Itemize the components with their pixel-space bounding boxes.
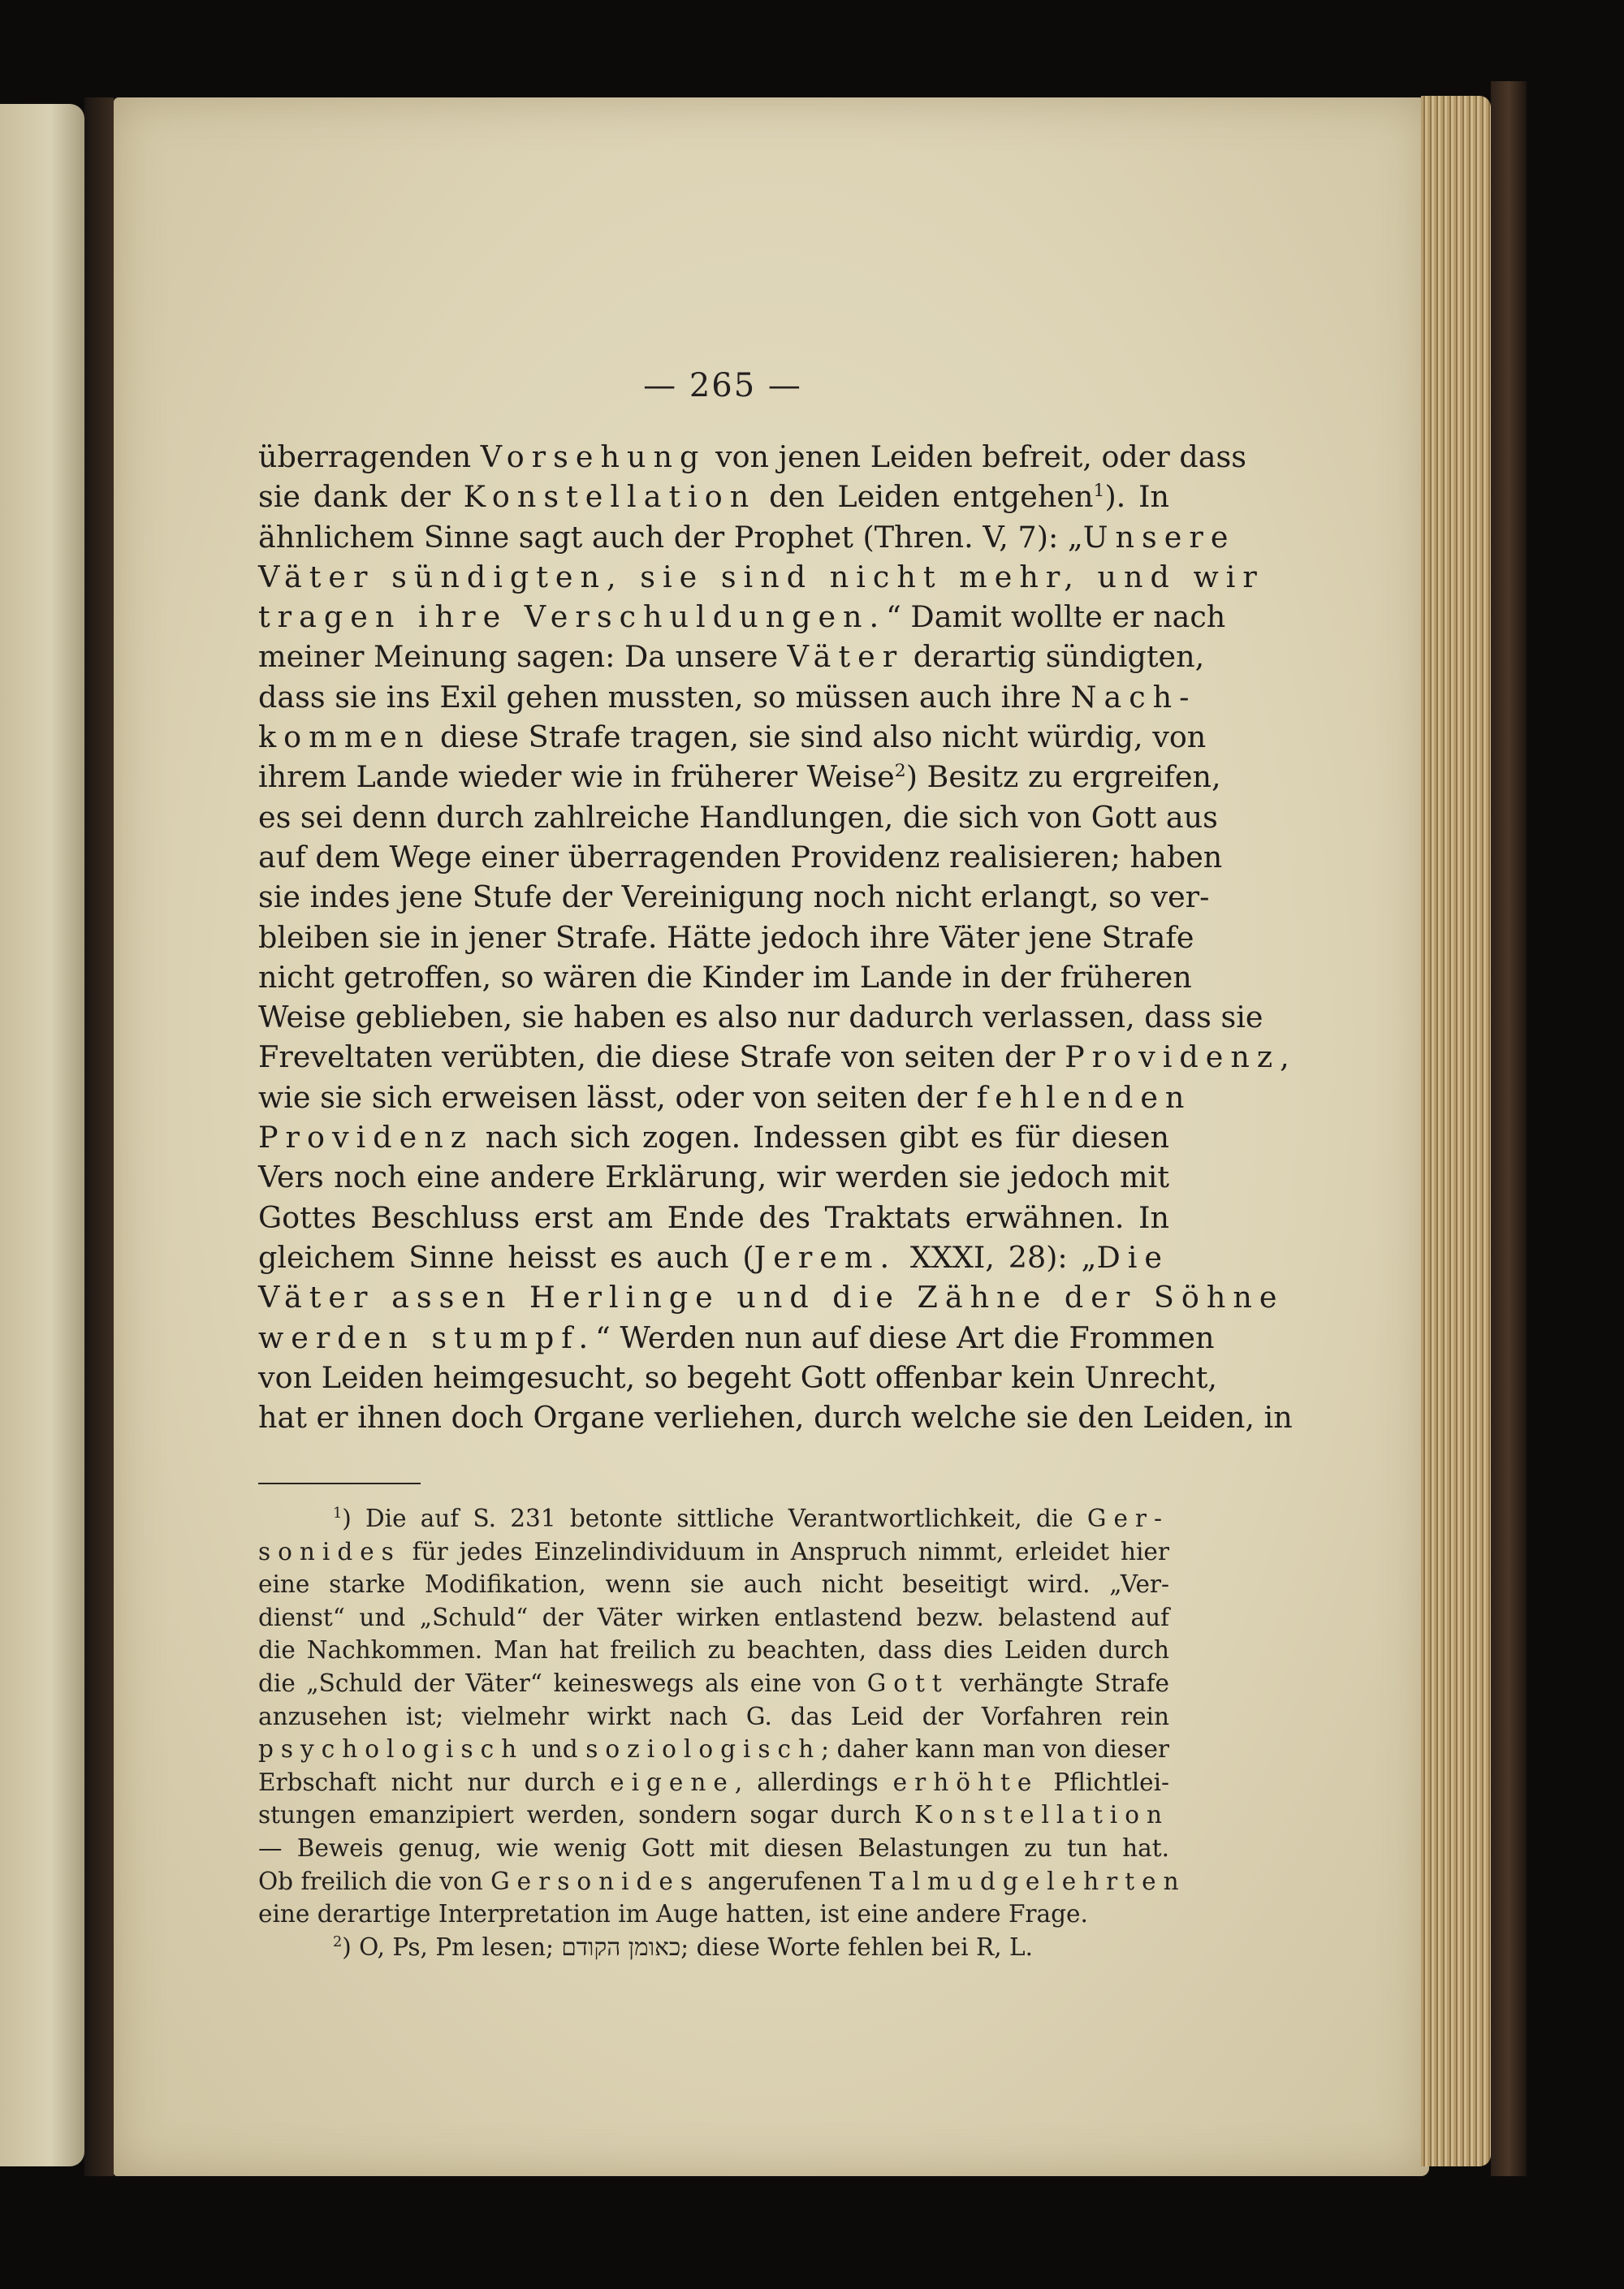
spaced-emphasis: Providenz [1065, 1039, 1281, 1075]
text-run: ). In [1104, 479, 1170, 515]
footnote-line [258, 1568, 1169, 1601]
body-line [258, 797, 1218, 837]
text-run: Vers noch eine andere Erklärung, wir werden sie jedoch mit [258, 1160, 1169, 1195]
text-run: die „Schuld der Väter“ keineswegs als eine von [258, 1669, 867, 1697]
spaced-emphasis: Väter [787, 639, 905, 675]
text-run: ; daher kann man von dieser [821, 1735, 1170, 1764]
text-run: verhängte Strafe [948, 1669, 1169, 1697]
body-line [258, 1237, 1169, 1277]
body-line [258, 1318, 1215, 1358]
spaced-emphasis: Konstellation [914, 1801, 1169, 1829]
text-run: Ob freilich die von [258, 1867, 491, 1895]
spaced-emphasis: erhöhte [892, 1768, 1039, 1796]
text-run: überragenden [258, 439, 481, 474]
body-line [258, 437, 1247, 477]
footnotes [258, 1502, 1186, 1963]
page-edges [1421, 96, 1491, 2166]
text-run: meiner Meinung sagen: Da unsere [258, 639, 788, 675]
text-run: nach sich zogen. Indessen gibt es für diesen [473, 1120, 1169, 1155]
body-line [258, 877, 1210, 917]
body-line [258, 637, 1205, 676]
footnote-line [258, 1865, 1186, 1898]
footnote-line [258, 1733, 1169, 1766]
text-run: ; diese Worte fehlen bei R, L. [680, 1933, 1033, 1961]
footnote-line [258, 1898, 1169, 1931]
text-run: wie sie sich erweisen lässt, oder von seiten der [258, 1079, 977, 1115]
footnote-line [258, 1667, 1169, 1700]
spaced-emphasis: kommen [258, 719, 431, 755]
text-run: dass sie ins Exil gehen mussten, so müssen auch ihre [258, 679, 1071, 715]
spaced-emphasis: Gott [866, 1669, 949, 1697]
footnote-line [258, 1832, 1169, 1865]
book-gutter [84, 97, 114, 2176]
text-run: , allerdings [734, 1768, 893, 1796]
text-run: Freveltaten verübten, die diese Strafe von seiten der [258, 1039, 1065, 1075]
text-run: Gottes Beschluss erst am Ende des Traktats erwähnen. In [258, 1199, 1169, 1235]
text-run: Weise geblieben, sie haben es also nur dadurch verlassen, dass sie [258, 1000, 1263, 1035]
spaced-emphasis: Unsere [1082, 519, 1236, 555]
text-run: den Leiden entgehen [756, 479, 1094, 515]
text-run: ) Besitz zu ergreifen, [905, 759, 1221, 795]
spaced-emphasis: Gersonides [490, 1867, 701, 1895]
text-run: bleiben sie in jener Strafe. Hätte jedoch ihre Väter jene Strafe [258, 919, 1194, 955]
spaced-emphasis: Nach- [1070, 679, 1197, 715]
body-line [258, 1277, 1285, 1317]
spaced-emphasis: Väter sündigten, sie sind nicht mehr, und wir [258, 559, 1264, 594]
text-run: sie dank der [258, 479, 464, 515]
book-cover-edge [1491, 81, 1527, 2176]
spaced-emphasis: Konstellation [463, 479, 757, 515]
text-run: die Nachkommen. Man hat freilich zu beachten, dass dies Leiden durch [258, 1636, 1169, 1665]
text-run: ähnlichem Sinne sagt auch der Prophet (Thren. V, 7): „ [258, 519, 1083, 555]
spaced-emphasis: Vorsehung [480, 439, 706, 474]
body-line [258, 1078, 1192, 1117]
body-line [258, 477, 1169, 516]
text-run: auf dem Wege einer überragenden Providenz realisieren; haben [258, 839, 1223, 875]
body-line [258, 1397, 1293, 1437]
body-line [258, 1358, 1218, 1397]
text-run: sie indes jene Stufe der Vereinigung noch nicht erlangt, so ver- [258, 879, 1210, 915]
spaced-emphasis: soziologisch [585, 1735, 822, 1764]
spaced-emphasis: eigene [610, 1768, 735, 1796]
text-run: es sei denn durch zahlreiche Handlungen, die sich von Gott aus [258, 799, 1218, 835]
text-run: eine derartige Interpretation im Auge hatten, ist eine andere Frage. [258, 1900, 1088, 1928]
footnote-rule [258, 1483, 421, 1484]
footnote-marker: 2 [894, 761, 906, 782]
text-run: XXXI, 28): „ [896, 1239, 1097, 1275]
text-run: gleichem Sinne heisst es auch ( [258, 1239, 754, 1275]
text-run: Erbschaft nicht nur durch [258, 1768, 611, 1796]
text-run: ) O, Ps, Pm lesen; [342, 1933, 562, 1961]
body-line [258, 837, 1223, 877]
spaced-emphasis: Ger- [1086, 1505, 1169, 1532]
page-number: — 265 — [643, 367, 802, 404]
text-run: כאומן הקודם [561, 1933, 681, 1961]
text-run: nicht getroffen, so wären die Kinder im Lande in der früheren [258, 959, 1192, 995]
spaced-emphasis: werden stumpf. [258, 1319, 596, 1355]
spaced-emphasis: tragen ihre Verschuldungen. [258, 599, 887, 635]
text-run: hat er ihnen doch Organe verliehen, durch welche sie den Leiden, in [258, 1400, 1293, 1436]
text-run: derartig sündigten, [904, 639, 1205, 675]
facing-page-edge [0, 104, 84, 2166]
body-line [258, 918, 1194, 957]
body-line [258, 1037, 1289, 1077]
footnote-line [258, 1502, 1169, 1535]
text-run: und [524, 1735, 586, 1764]
spaced-emphasis: sonides [258, 1537, 401, 1566]
body-line [258, 717, 1207, 757]
footnote-line [258, 1601, 1169, 1635]
footnote-line [258, 1535, 1169, 1569]
footnote-line [258, 1931, 1169, 1964]
spaced-emphasis: Jerem. [754, 1239, 897, 1275]
body-line [258, 677, 1197, 717]
text-run: anzusehen ist; vielmehr wirkt nach G. das Leid der Vorfahren rein [258, 1702, 1169, 1730]
body-line [258, 1198, 1169, 1237]
footnote-line [258, 1634, 1169, 1667]
spaced-emphasis: Väter assen Herlinge und die Zähne der Söhne [258, 1280, 1285, 1315]
text-run: angerufenen [700, 1867, 870, 1895]
text-run: diese Strafe tragen, sie sind also nicht würdig, von [430, 719, 1207, 755]
footnote-line [258, 1799, 1169, 1832]
text-run: “ Werden nun auf diese Art die Frommen [595, 1319, 1215, 1355]
body-line [258, 517, 1236, 557]
text-run: eine starke Modifikation, wenn sie auch nicht beseitigt wird. „Ver- [258, 1570, 1169, 1599]
text-run: “ Damit wollte er nach [886, 599, 1226, 635]
footnote-line [258, 1700, 1169, 1734]
footnote-marker: 1 [1093, 481, 1105, 502]
spaced-emphasis: psychologisch [258, 1735, 525, 1764]
text-run: Pflichtlei- [1039, 1768, 1169, 1796]
footnote-line [258, 1766, 1169, 1799]
text-run: stungen emanzipiert werden, sondern sogar durch [258, 1801, 915, 1829]
body-line [258, 557, 1264, 597]
body-line [258, 597, 1226, 637]
text-run: von Leiden heimgesucht, so begeht Gott offenbar kein Unrecht, [258, 1359, 1218, 1395]
text-run: dienst“ und „Schuld“ der Väter wirken entlastend bezw. belastend auf [258, 1603, 1169, 1631]
text-run: , [1280, 1039, 1289, 1075]
body-line [258, 1117, 1169, 1157]
text-run: ihrem Lande wieder wie in früherer Weise [258, 759, 895, 795]
spaced-emphasis: fehlenden [976, 1079, 1192, 1115]
main-text [258, 437, 1293, 1437]
spaced-emphasis: Die [1096, 1239, 1169, 1275]
text-run: — Beweis genug, wie wenig Gott mit diesen Belastungen zu tun hat. [258, 1833, 1169, 1862]
text-run: für jedes Einzelindividuum in Anspruch nimmt, erleidet hier [400, 1537, 1169, 1566]
footnote-marker: 1 [333, 1505, 343, 1522]
spaced-emphasis: Providenz [258, 1120, 473, 1155]
footnote-marker: 2 [333, 1933, 343, 1950]
spaced-emphasis: Talmudgelehrten [869, 1867, 1186, 1895]
body-line [258, 757, 1221, 797]
text-run: von jenen Leiden befreit, oder dass [706, 439, 1247, 474]
body-line [258, 1157, 1169, 1197]
body-line [258, 957, 1192, 997]
body-line [258, 997, 1263, 1037]
text-run: ) Die auf S. 231 betonte sittliche Verantwortlichkeit, die [342, 1505, 1087, 1532]
